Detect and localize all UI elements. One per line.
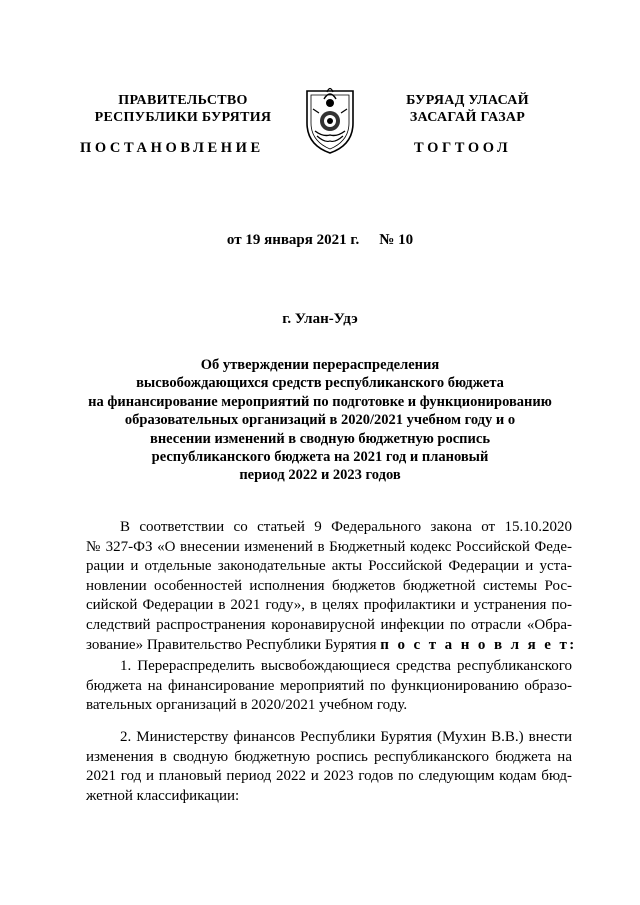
paragraph-line: изменения в сводную бюджетную роспись республиканского бюджета на <box>86 748 572 765</box>
paragraph-line: 2021 год и плановый период 2022 и 2023 годов по следующим кодам бюд- <box>86 768 572 785</box>
decree-title-buryat: ТОГТООЛ <box>414 140 512 156</box>
decree-date-line <box>0 232 640 249</box>
paragraph-line <box>86 636 577 656</box>
header-left-org-line: РЕСПУБЛИКИ БУРЯТИЯ <box>94 110 272 125</box>
paragraph-line: следствий распространения коронавирусной инфекции по отрасли «Обра- <box>86 616 572 633</box>
document-title-line: внесении изменений в сводную бюджетную роспись <box>150 430 490 447</box>
paragraph-line: сийской Федерации в 2021 году», в целях профилактики и устранения по- <box>86 597 572 614</box>
decree-city: г. Улан-Удэ <box>282 311 358 327</box>
document-title-line: высвобождающихся средств республиканского бюджета <box>136 375 504 392</box>
header-right-org-line: БУРЯАД УЛАСАЙ <box>406 93 529 108</box>
decree-title-russian: ПОСТАНОВЛЕНИЕ <box>80 140 264 156</box>
document-title-line: республиканского бюджета на 2021 год и плановый <box>151 449 489 466</box>
document-title-line: на финансирование мероприятий по подготовке и функционированию <box>88 393 552 410</box>
paragraph-line: рации и отдельные законодательные акты Российской Федерации и уста- <box>86 558 572 575</box>
coat-of-arms-icon <box>301 83 359 155</box>
paragraph-line: бюджета на финансирование мероприятий по функционированию образо- <box>86 677 572 694</box>
paragraph-line: жетной классификации: <box>86 787 240 804</box>
decree-number: № 10 <box>379 232 414 248</box>
paragraph-line: 2. Министерству финансов Республики Бурятия (Мухин В.В.) внести <box>120 729 572 745</box>
preamble-paragraph <box>86 518 577 655</box>
decree-verb: п о с т а н о в л я е т: <box>380 636 577 653</box>
item-1-paragraph <box>86 657 572 716</box>
decree-date: от 19 января 2021 г. <box>226 232 360 248</box>
header-left-org-line: ПРАВИТЕЛЬСТВО <box>118 93 248 108</box>
paragraph-line: 1. Перераспределить высвобождающиеся средства республиканского <box>120 658 572 674</box>
paragraph-line: № 327-ФЗ «О внесении изменений в Бюджетный кодекс Российской Феде- <box>86 538 572 555</box>
paragraph-text: зование» Правительство Республики Бурятия <box>86 636 377 653</box>
header-right-org <box>380 92 555 126</box>
item-2-paragraph <box>86 728 572 806</box>
document-title-line: период 2022 и 2023 годов <box>239 467 401 484</box>
document-title-line: Об утверждении перераспределения <box>200 357 440 373</box>
paragraph-line: В соответствии со статьей 9 Федерального закона от 15.10.2020 <box>120 519 572 535</box>
header-right-org-line: ЗАСАГАЙ ГАЗАР <box>409 110 526 125</box>
paragraph-line: вательных организаций в 2020/2021 учебном году. <box>86 697 408 714</box>
document-title <box>60 356 580 485</box>
header-left-org <box>88 92 278 126</box>
document-title-line: образовательных организаций в 2020/2021 учебном году и о <box>124 412 516 429</box>
paragraph-line: новлении особенностей исполнения бюджетов бюджетной системы Рос- <box>86 577 572 594</box>
